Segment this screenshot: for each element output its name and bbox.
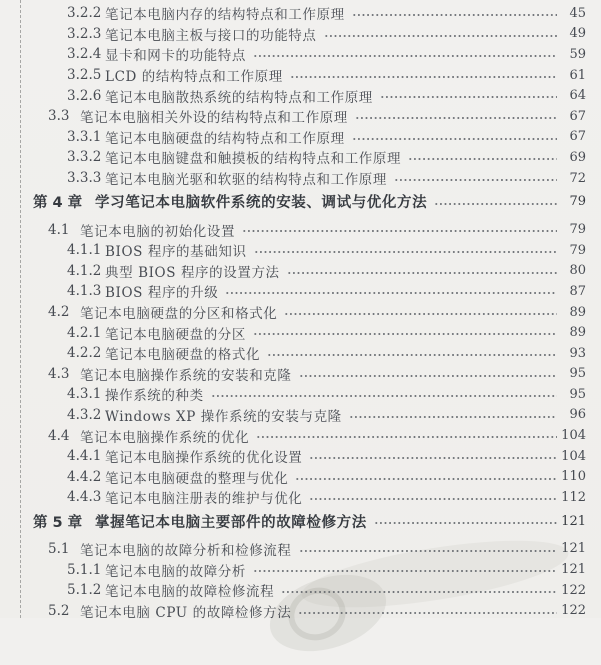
toc-entry-page: 79 [569,222,586,238]
toc-entry [0,425,586,446]
toc-leader-dots [324,24,558,45]
toc-entry-page: 121 [561,513,586,529]
toc-entry-page: 49 [569,26,586,42]
toc-entry-page: 104 [561,428,586,444]
toc-entry-number: 5.1 [48,540,70,557]
toc-entry-title: 典型 BIOS 程序的设置方法 [105,264,280,281]
toc-entry-title: 显卡和网卡的功能特点 [105,48,246,65]
toc-leader-dots [287,261,557,282]
toc-entry-page: 67 [569,108,586,124]
toc-leader-dots [281,580,557,601]
toc-entry-title: 笔记本电脑操作系统的安装和克隆 [80,367,292,384]
toc-entry [0,343,586,364]
toc-entry-title: 学习笔记本电脑软件系统的安装、调试与优化方法 [95,195,428,212]
toc-leader-dots [225,281,557,302]
toc-entry [0,487,586,508]
toc-leader-dots [352,127,557,148]
toc-entry-number: 3.3.2 [67,149,102,166]
toc-entry-page: 121 [561,541,586,557]
toc-entry-number: 4.4.1 [67,448,102,465]
toc-entry-number: 5.1.1 [67,561,102,578]
toc-entry-page: 67 [569,129,586,145]
toc-entry [0,219,586,240]
toc-entry-title: 笔记本电脑硬盘的分区 [105,326,246,343]
toc-entry-number: 4.1.2 [67,262,102,279]
toc-entry [0,405,586,426]
toc-entry-title: BIOS 程序的基础知识 [105,244,247,261]
toc-entry-page: 95 [569,366,586,382]
toc-entry-number: 4.1.3 [67,283,102,300]
toc-leader-dots [374,511,557,532]
toc-entry-page: 89 [569,304,586,320]
toc-entry-page: 59 [569,46,586,62]
toc-entry-number: 5.1.2 [67,582,102,599]
toc-entry-page: 121 [561,562,586,578]
toc-entry-title: LCD 的结构特点和工作原理 [105,69,283,86]
toc-entry-number: 4.2.1 [67,324,102,341]
toc-entry [0,384,586,405]
toc-entry-title: 笔记本电脑键盘和触摸板的结构特点和工作原理 [105,151,402,168]
toc-leader-dots [299,364,558,385]
toc-leader-dots [242,219,557,240]
toc-leader-dots [352,3,557,24]
toc-entry-number: 4.4 [48,427,70,444]
toc-entry-title: 笔记本电脑硬盘的整理与优化 [105,470,289,487]
toc-entry-title: 笔记本电脑的故障检修流程 [105,584,275,601]
toc-entry-number: 4.2 [48,304,70,321]
toc-entry-title: 掌握笔记本电脑主要部件的故障检修方法 [95,514,367,531]
toc-entry-number: 4.1.1 [67,242,102,259]
toc-entry [0,3,586,24]
toc-entry [0,364,586,385]
toc-entry [0,147,586,168]
toc-entry [0,240,586,261]
toc-entry-page: 122 [561,582,586,598]
toc-entry [0,106,586,127]
toc-entry-page: 87 [569,283,586,299]
toc-entry-number: 5.2 [48,602,70,619]
toc-entry-title: 笔记本电脑内存的结构特点和工作原理 [105,7,345,24]
toc-entry-number: 4.4.3 [67,489,102,506]
toc-leader-dots [299,539,558,560]
toc-leader-dots [349,405,557,426]
toc-entry-number: 4.3.2 [67,406,102,423]
toc-entry-number: 3.2.2 [67,5,102,22]
toc-entry-title: BIOS 程序的升级 [105,285,219,302]
toc-entry-title: 笔记本电脑的故障分析和检修流程 [80,542,292,559]
toc-entry [0,127,586,148]
toc-entry [0,191,586,212]
toc-entry [0,466,586,487]
toc-entry [0,539,586,560]
toc-leader-dots [309,446,557,467]
toc-entry-number: 3.2.4 [67,46,102,63]
toc-entry [0,559,586,580]
toc-entry-page: 96 [569,407,586,423]
toc-entry-page: 61 [569,67,586,83]
toc-leader-dots [408,147,557,168]
toc-entry [0,261,586,282]
toc-leader-dots [256,425,557,446]
toc-entry-number: 3.2.5 [67,67,102,84]
toc-entry-page: 95 [569,386,586,402]
toc-leader-dots [380,85,557,106]
toc-entry-number: 3.2.3 [67,25,102,42]
toc-entry-page: 80 [569,263,586,279]
toc-entry-page: 112 [561,489,586,505]
toc-entry-page: 89 [569,325,586,341]
toc-entry-title: 笔记本电脑的故障分析 [105,563,246,580]
toc-leader-dots [253,559,557,580]
toc-entry-page: 45 [569,5,586,21]
toc-entry-page: 69 [569,149,586,165]
toc-entry-title: 笔记本电脑操作系统的优化设置 [105,450,303,467]
toc-leader-dots [355,106,557,127]
toc-entry-page: 79 [569,242,586,258]
toc-entry [0,580,586,601]
toc-leader-dots [253,44,557,65]
toc-leader-dots [290,65,557,86]
toc-entry [0,281,586,302]
toc-leader-dots [284,302,557,323]
toc-entry-page: 104 [561,448,586,464]
toc-entry-number: 3.3.3 [67,170,102,187]
toc-entry-number: 3.3.1 [67,128,102,145]
toc-entry-title: 笔记本电脑硬盘的格式化 [105,347,261,364]
toc-entry-page: 72 [569,170,586,186]
toc-entry-title: 操作系统的种类 [105,388,204,405]
toc-entry-title: 笔记本电脑操作系统的优化 [80,429,250,446]
toc-leader-dots [254,240,557,261]
toc-entry-page: 79 [569,194,586,210]
toc-entry-number: 第 4 章 [33,195,83,212]
toc-entry [0,65,586,86]
toc-entry-title: 笔记本电脑散热系统的结构特点和工作原理 [105,89,373,106]
toc-entry-number: 第 5 章 [33,514,83,531]
toc-entry [0,168,586,189]
toc-entry-number: 3.2.6 [67,87,102,104]
toc-entry-title: 笔记本电脑硬盘的分区和格式化 [80,306,278,323]
toc-leader-dots [211,384,557,405]
toc-entry-number: 4.3 [48,365,70,382]
toc-entry-page: 110 [561,469,586,485]
toc-entry-title: 笔记本电脑光驱和软驱的结构特点和工作原理 [105,172,387,189]
toc-entry-title: 笔记本电脑的初始化设置 [80,223,236,240]
toc-entry-number: 4.2.2 [67,345,102,362]
toc-entry-number: 4.3.1 [67,386,102,403]
toc-entry-title: 笔记本电脑硬盘的结构特点和工作原理 [105,130,345,147]
toc-leader-dots [295,466,557,487]
toc-leader-dots [394,168,557,189]
toc-leader-dots [309,487,557,508]
toc-leader-dots [267,343,557,364]
toc-entry-page: 64 [569,88,586,104]
toc-entry-number: 4.1 [48,221,70,238]
toc-entry-page: 93 [569,345,586,361]
toc-entry [0,511,586,532]
toc-entry-page: 122 [561,603,586,619]
toc-entry [0,302,586,323]
toc-entry-title: 笔记本电脑注册表的维护与优化 [105,491,303,508]
toc-entry [0,446,586,467]
toc-entry-number: 3.3 [48,108,70,125]
toc-entry [0,24,586,45]
toc-entry-title: 笔记本电脑相关外设的结构特点和工作原理 [80,110,348,127]
toc-leader-dots [253,322,557,343]
toc-leader-dots [434,191,557,212]
toc-entry-title: Windows XP 操作系统的安装与克隆 [105,408,342,425]
toc-entry-title: 笔记本电脑 CPU 的故障检修方法 [80,604,292,621]
toc-entry [0,85,586,106]
toc-entry-number: 4.4.2 [67,468,102,485]
toc-entry [0,322,586,343]
toc-entry [0,44,586,65]
toc-entry-title: 笔记本电脑主板与接口的功能特点 [105,27,317,44]
